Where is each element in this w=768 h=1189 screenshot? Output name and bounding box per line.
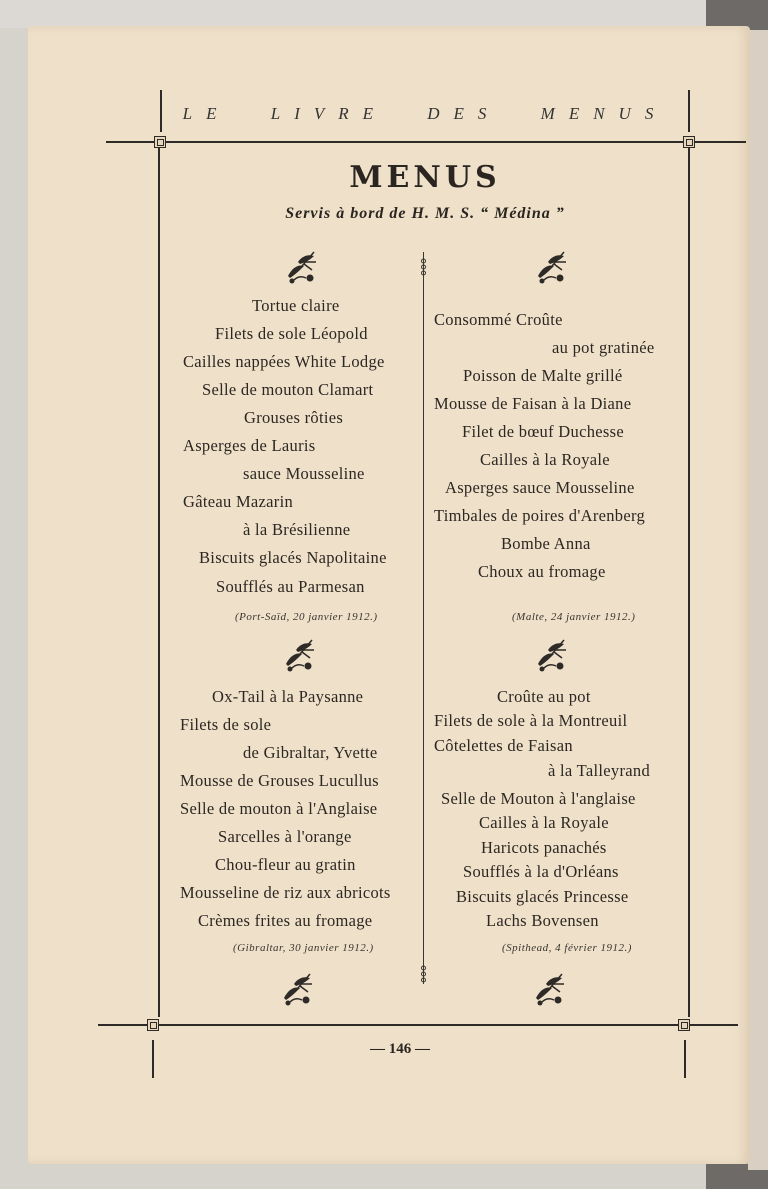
menu-item: au pot gratinée	[552, 338, 655, 357]
frame-right-rule	[688, 147, 690, 1017]
menu-item: Chou-fleur au gratin	[215, 855, 356, 874]
menu-item: Cailles à la Royale	[480, 450, 610, 469]
divider-ornament-top	[418, 255, 429, 277]
menu-item: Côtelettes de Faisan	[434, 736, 573, 755]
corner-ornament-bl	[147, 1019, 159, 1031]
menu-item: Sarcelles à l'orange	[218, 827, 352, 846]
menu-item: Lachs Bovensen	[486, 911, 599, 930]
menu-item: Timbales de poires d'Arenberg	[434, 506, 646, 525]
menu-item: Soufflés au Parmesan	[216, 577, 365, 596]
menu-item: Ox-Tail à la Paysanne	[212, 687, 364, 706]
page-subtitle: Servis à bord de H. M. S. “ Médina ”	[285, 205, 565, 222]
page	[28, 26, 750, 1164]
menu-item: Mousse de Faisan à la Diane	[434, 394, 632, 413]
page-title: MENUS	[349, 160, 501, 195]
corner-ornament-br	[678, 1019, 690, 1031]
menu-item: Filet de bœuf Duchesse	[462, 422, 624, 441]
menu-item: de Gibraltar, Yvette	[243, 743, 378, 762]
menu-item: sauce Mousseline	[243, 464, 365, 483]
menu-item: Mousse de Grouses Lucullus	[180, 771, 379, 790]
divider-ornament-bottom	[418, 962, 429, 984]
menu-item: Grouses rôties	[244, 408, 344, 427]
menu-item: Consommé Croûte	[434, 310, 563, 329]
frame-bottom-left-tick	[152, 1040, 154, 1078]
frame-top-left-tick	[160, 90, 162, 132]
menu-item: Selle de mouton Clamart	[202, 380, 374, 399]
menu-item: Croûte au pot	[497, 687, 591, 706]
menu-item: Asperges sauce Mousseline	[445, 478, 635, 497]
menu-place-date: (Gibraltar, 30 janvier 1912.)	[233, 942, 374, 954]
frame-bottom-rule	[98, 1024, 738, 1026]
fleuron-icon	[532, 972, 566, 1008]
frame-left-rule	[158, 147, 160, 1017]
menu-item: Filets de sole à la Montreuil	[434, 711, 628, 730]
menu-item: Selle de Mouton à l'anglaise	[441, 789, 636, 808]
menu-place-date: (Spithead, 4 février 1912.)	[502, 942, 632, 954]
page-number: — 146 —	[370, 1041, 430, 1057]
menu-item: Haricots panachés	[481, 838, 607, 857]
menu-item: Filets de sole Léopold	[215, 324, 368, 343]
menu-item: Mousseline de riz aux abricots	[180, 883, 391, 902]
frame-top-rule	[106, 141, 746, 143]
menu-item: Poisson de Malte grillé	[463, 366, 623, 385]
scan-background	[0, 0, 768, 28]
column-divider	[423, 252, 424, 984]
menu-place-date: (Malte, 24 janvier 1912.)	[512, 611, 636, 623]
menu-item: Tortue claire	[252, 296, 340, 315]
corner-ornament-tl	[154, 136, 166, 148]
frame-top-right-tick	[688, 90, 690, 132]
menu-item: Choux au fromage	[478, 562, 606, 581]
menu-item: à la Talleyrand	[548, 761, 650, 780]
fleuron-icon	[284, 250, 318, 286]
menu-item: Crèmes frites au fromage	[198, 911, 373, 930]
menu-item: Cailles à la Royale	[479, 813, 609, 832]
fleuron-icon	[534, 250, 568, 286]
menu-item: à la Brésilienne	[243, 520, 351, 539]
corner-ornament-tr	[683, 136, 695, 148]
menu-item: Asperges de Lauris	[183, 436, 316, 455]
menu-item: Cailles nappées White Lodge	[183, 352, 385, 371]
menu-item: Filets de sole	[180, 715, 272, 734]
menu-place-date: (Port-Saïd, 20 janvier 1912.)	[235, 611, 378, 623]
menu-item: Selle de mouton à l'Anglaise	[180, 799, 378, 818]
menu-item: Biscuits glacés Princesse	[456, 887, 629, 906]
menu-item: Soufflés à la d'Orléans	[463, 862, 619, 881]
book-edge-page	[748, 30, 768, 1170]
frame-bottom-right-tick	[684, 1040, 686, 1078]
running-head: LE LIVRE DES MENUS	[182, 104, 668, 123]
menu-item: Bombe Anna	[501, 534, 591, 553]
fleuron-icon	[534, 638, 568, 674]
menu-item: Biscuits glacés Napolitaine	[199, 548, 387, 567]
menu-item: Gâteau Mazarin	[183, 492, 294, 511]
fleuron-icon	[282, 638, 316, 674]
fleuron-icon	[280, 972, 314, 1008]
